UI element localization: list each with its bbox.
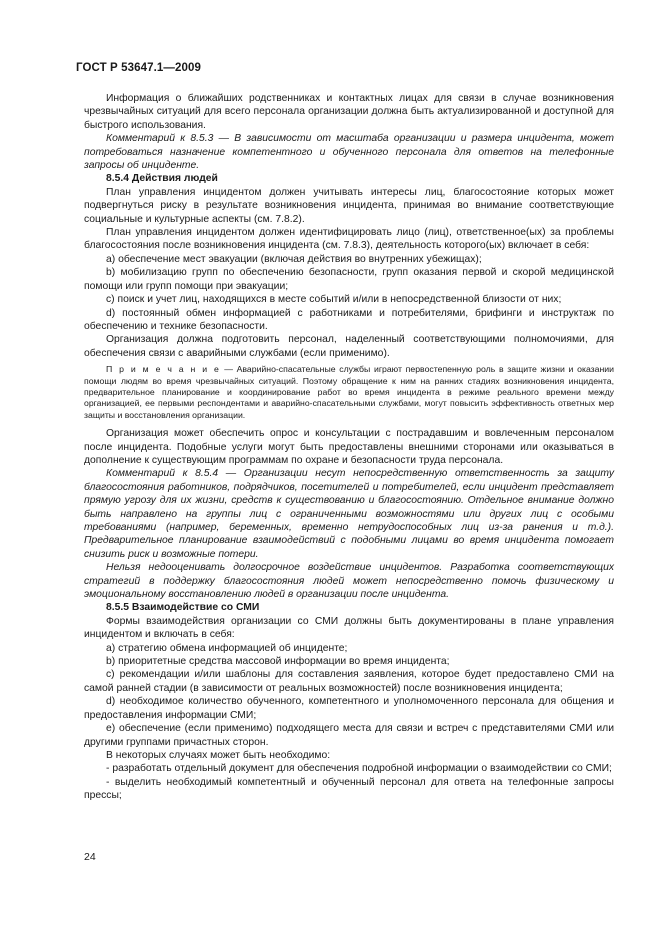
comment-8-5-4: Комментарий к 8.5.4 — Организации несут непосредственную ответственность за защиту благосостояния работников, подрядчиков, посетителей и потребителей, если инцидент представляет прямую угрозу для их жизни, средств к существованию и благосостоянию. Отдельное внимание должно быть направлено на группы лиц с ограниченными возможностями или других лиц с особыми требованиями (например, беременных, временно нетрудоспособных лиц из-за ранения и т.д.). Предварительное планирование взаимодействий с подобными лицами во время инцидента помогает снизить риск и возможные потери. [84,468,614,560]
list-item: b) приоритетные средства массовой информации во время инцидента; [106,656,450,668]
list-item: b) мобилизацию групп по обеспечению безопасности, групп оказания первой и скорой медицинской помощи или групп помощи при эвакуации; [84,267,614,292]
section-heading-8-5-4: 8.5.4 Действия людей [106,173,218,185]
list-item: а) обеспечение мест эвакуации (включая действия во внутренних убежищах); [106,253,482,265]
dash-item: - выделить необходимый компетентный и обученный персонал для ответа на телефонные запросы прессы; [84,776,614,802]
paragraph: Формы взаимодействия организации со СМИ должны быть документированы в плане управления инцидентом и включать в себя: [84,615,614,641]
list-item: d) необходимое количество обученного, компетентного и уполномоченного персонала для общения и предоставления информации СМИ; [84,696,614,721]
paragraph: План управления инцидентом должен учитывать интересы лиц, благосостояние которых может подвергнуться риску в результате возникновения инцидента, принимая во внимание соответствующие социальные и культурные аспекты (см. 7.8.2). [84,186,614,225]
paragraph: План управления инцидентом должен идентифицировать лицо (лиц), ответственное(ых) за проблемы благосостояния после возникновения инцидента (см. 7.8.3), деятельность которого(ых) включает в себя: [84,227,614,252]
list-item: а) стратегию обмена информацией об инциденте; [106,642,348,654]
note [84,364,614,421]
section-heading-8-5-5: 8.5.5 Взаимодействие со СМИ [106,602,260,614]
document-header: ГОСТ Р 53647.1—2009 [76,62,201,74]
comment-continuation: Нельзя недооценивать долгосрочное воздействие инцидентов. Разработка соответствующих стратегий в поддержку благосостояния людей может непосредственно помочь физическому и эмоциональному восстановлению людей в организации после инцидента. [84,562,614,601]
paragraph: Организация может обеспечить опрос и консультации с пострадавшим и вовлеченным персоналом после инцидента. Подобные услуги могут быть предоставлены внешними сторонами или оказываться в дополнение к существующим программам по охране и безопасности труда персонала. [84,428,614,466]
list-item: d) постоянный обмен информацией с работниками и потребителями, брифинги и инструктаж по обеспечению и технике безопасности. [84,307,614,332]
list-item: c) рекомендации и/или шаблоны для составления заявления, которое будет предоставлено СМИ на самой ранней стадии (в зависимости от реальных возможностей) после возникновения инцидента; [84,669,614,694]
note-label: П р и м е ч а н и е [106,364,221,375]
paragraph: Информация о ближайших родственниках и контактных лицах для связи в случае возникновения чрезвычайных ситуаций для всего персонала организации должна быть актуализированной и доступной для быстрого использования. [84,93,614,131]
dash-item: - разработать отдельный документ для обеспечения подробной информации о взаимодействии со СМИ; [106,763,612,775]
note-text: — Аварийно-спасательные службы играют первостепенную роль в защите жизни и оказании помощи людям во время чрезвычайных ситуаций. Поэтому обращение к ним на ранних стадиях возникновения инцидента, предварительное планирование и координирование работ во время инцидента в режиме реального времени между организацией, ее первыми респондентами и аварийно-спасательными службами, могут повысить эффективность ответных мер защиты и восстановления организации. [84,364,614,420]
list-item: c) поиск и учет лиц, находящихся в месте событий и/или в непосредственной близости от них; [106,294,562,306]
paragraph: Организация должна подготовить персонал, наделенный соответствующими полномочиями, для обеспечения связи с аварийными службами (если применимо). [84,334,614,359]
comment-8-5-3: Комментарий к 8.5.3 — В зависимости от масштаба организации и размера инцидента, может потребоваться назначение компетентного и обученного персонала для ответов на телефонные запросы об инциденте. [84,133,614,172]
page-number: 24 [84,851,96,863]
page-body [84,92,614,803]
paragraph: В некоторых случаях может быть необходимо: [106,749,331,761]
list-item: e) обеспечение (если применимо) подходящего места для связи и встреч с представителями СМИ или другими группами причастных сторон. [84,723,614,748]
